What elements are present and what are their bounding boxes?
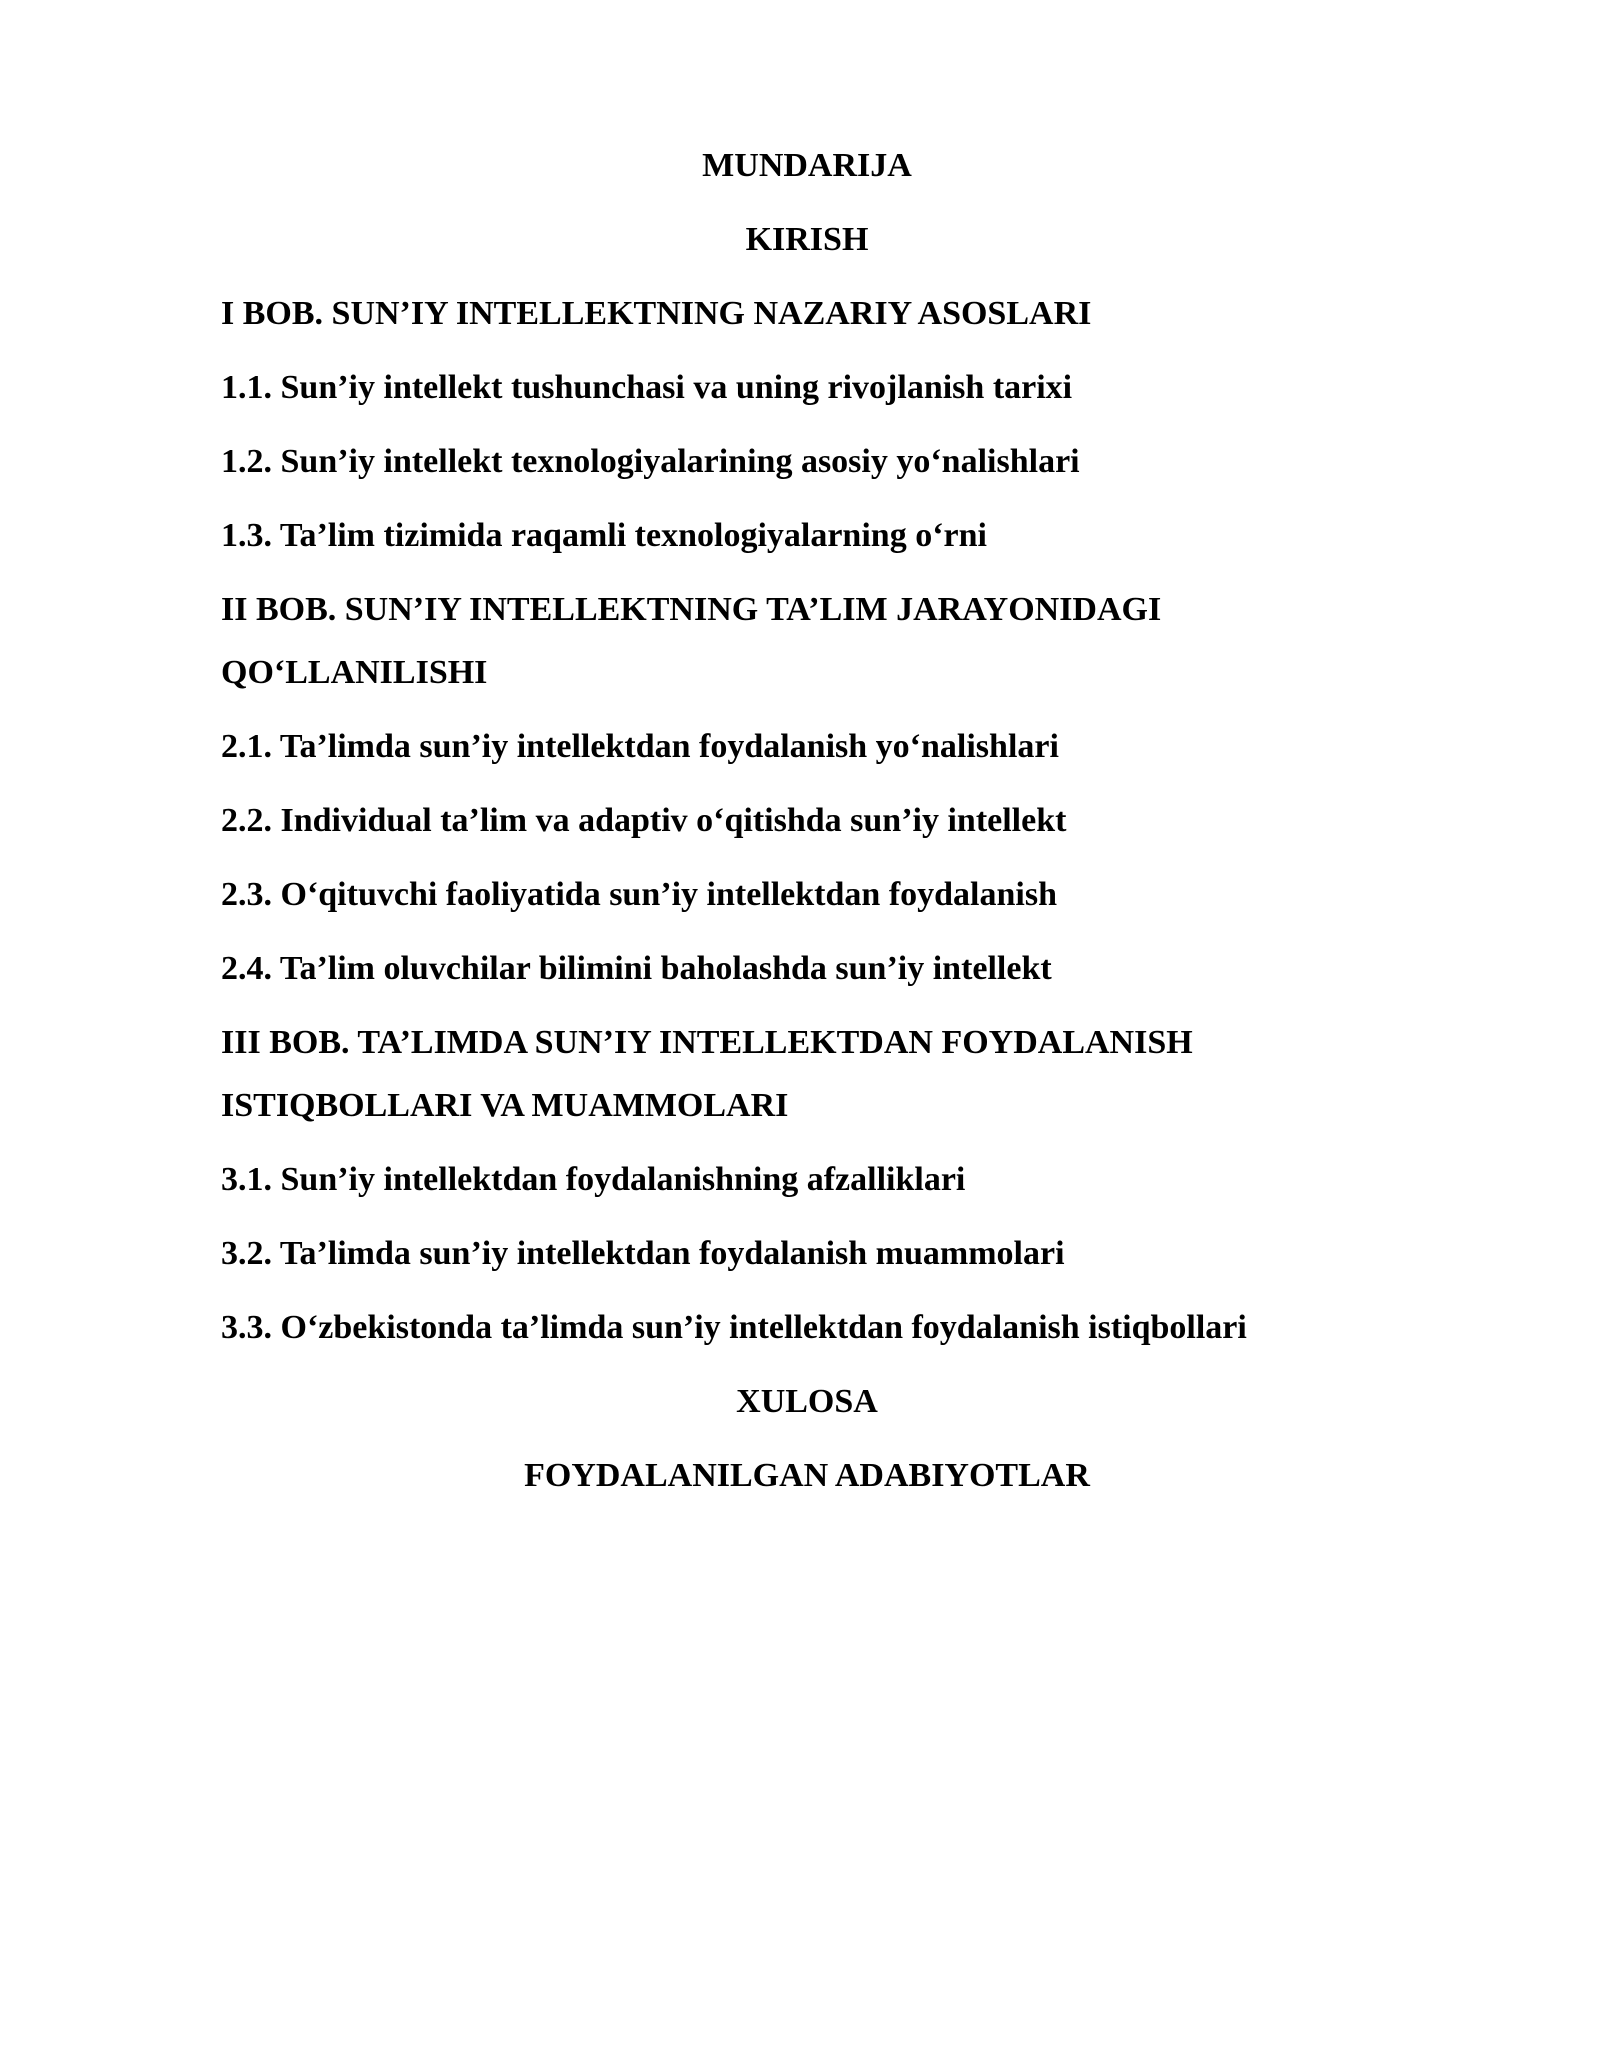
toc-intro: KIRISH xyxy=(745,221,869,258)
toc-conclusion: XULOSA xyxy=(736,1383,878,1420)
section-2-2: 2.2. Individual ta’lim va adaptiv o‘qitishda sun’iy intellekt xyxy=(221,802,1067,839)
chapter-2-title-line-2: QO‘LLANILISHI xyxy=(221,654,488,691)
section-2-1: 2.1. Ta’limda sun’iy intellektdan foydalanish yo‘nalishlari xyxy=(221,728,1059,765)
section-2-3: 2.3. O‘qituvchi faoliyatida sun’iy intellektdan foydalanish xyxy=(221,876,1057,913)
chapter-3-title-line-2: ISTIQBOLLARI VA MUAMMOLARI xyxy=(221,1087,789,1124)
chapter-1-title: I BOB. SUN’IY INTELLEKTNING NAZARIY ASOSLARI xyxy=(221,295,1092,332)
section-3-1: 3.1. Sun’iy intellektdan foydalanishning afzalliklari xyxy=(221,1161,966,1198)
section-3-2: 3.2. Ta’limda sun’iy intellektdan foydalanish muammolari xyxy=(221,1235,1065,1272)
toc-title: MUNDARIJA xyxy=(702,147,912,184)
chapter-3-title-line-1: III BOB. TA’LIMDA SUN’IY INTELLEKTDAN FOYDALANISH xyxy=(221,1024,1193,1061)
toc-references: FOYDALANILGAN ADABIYOTLAR xyxy=(524,1457,1090,1494)
section-2-4: 2.4. Ta’lim oluvchilar bilimini baholashda sun’iy intellekt xyxy=(221,950,1052,987)
section-3-3: 3.3. O‘zbekistonda ta’limda sun’iy intellektdan foydalanish istiqbollari xyxy=(221,1309,1247,1346)
table-of-contents xyxy=(221,146,1393,1496)
chapter-2-title-line-1: II BOB. SUN’IY INTELLEKTNING TA’LIM JARAYONIDAGI xyxy=(221,591,1162,628)
section-1-2: 1.2. Sun’iy intellekt texnologiyalarining asosiy yo‘nalishlari xyxy=(221,443,1080,480)
section-1-3: 1.3. Ta’lim tizimida raqamli texnologiyalarning o‘rni xyxy=(221,517,987,554)
section-1-1: 1.1. Sun’iy intellekt tushunchasi va uning rivojlanish tarixi xyxy=(221,369,1073,406)
